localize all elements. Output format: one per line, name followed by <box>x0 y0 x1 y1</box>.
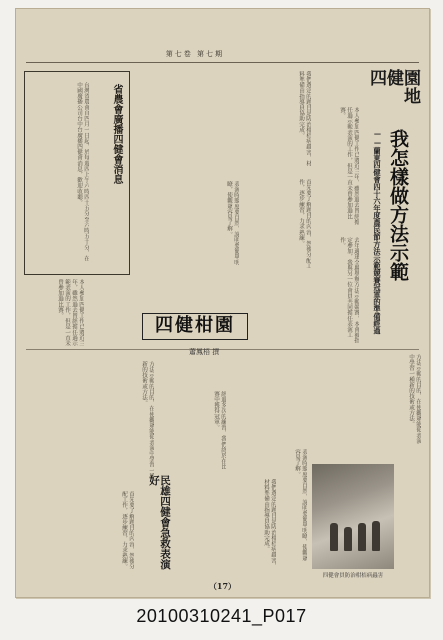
page-number: （17） <box>208 581 237 591</box>
magazine-page <box>15 8 430 598</box>
broadcast-notice-box <box>24 71 130 275</box>
left-text-d: 首先要了解題目的內容，然後分配工作，逐步練習，力求熟練。 <box>121 491 134 570</box>
lower-title: 民雄四健會急救表演好 <box>147 475 171 570</box>
right-text-lower: 表演時態度要自然，說明要簡單明瞭，使觀眾容易了解。 <box>294 449 307 561</box>
issue-header: 第七卷 第七期 <box>165 50 224 58</box>
main-title: 我怎樣做方法示範 <box>387 129 409 281</box>
orchard-photo <box>312 464 394 569</box>
left-text-a: 本人參加四健工作已將近三年，雖然過去曾經擔任過示範表演的工作，但是一直未曾參加過比賽。 <box>57 279 84 347</box>
feature-title: 四健柑園 <box>142 313 248 340</box>
header-rule <box>26 62 419 63</box>
body-text-6: 表演時態度要自然，說明要簡單明瞭，使觀眾容易了解。 <box>226 181 239 265</box>
body-text-7: 經過多次的練習，我們終於在比賽中獲得冠軍。 <box>213 391 226 470</box>
body-text-4: 我們選定的題目是防治柑桔病蟲害，材料準備由指導員協助完成。 <box>298 71 311 167</box>
corner-title: 四健園地 <box>370 69 421 107</box>
archive-id: 20100310241_P017 <box>136 606 307 626</box>
left-text-b: 方法示範的目的，在使觀眾能從表演中學習一種新的技術或方法。 <box>141 361 154 479</box>
body-text-3: 方法示範的目的，在使觀眾能從表演中學習一種新的技術或方法。 <box>408 354 421 444</box>
broadcast-notice-body: 台灣省農會自四月一日起，於每週四上午六時四十五分至六時五十分，在中國廣播公司台中台廣播四健會消息，歡迎收聽。 <box>76 82 89 262</box>
feature-byline: 蕭鳳梧 撰 <box>189 348 220 356</box>
broadcast-notice-title: 省農會廣播四健會消息 <box>111 84 122 184</box>
photo-caption: 四健會員防治柑桔病蟲害 <box>322 573 384 579</box>
body-text-2: 去年適逢全縣舉辦方法示範競賽，本會被指定參加，我與另一位會員共同擔任表演工作。 <box>339 237 359 344</box>
body-text-1: 本人參加四健工作已將近三年，雖然過去曾經擔任過示範表演的工作，但是一直未曾參加過比賽。 <box>339 107 359 225</box>
left-text-c: 我們選定的題目是防治柑桔病蟲害，材料準備由指導員協助完成。 <box>263 479 276 569</box>
subtitle: ——蘭東四健會四十六年度農民節方法示範競賽冠軍的準備經過 <box>373 129 382 335</box>
body-text-5: 首先要了解題目的內容，然後分配工作，逐步練習，力求熟練。 <box>298 179 311 269</box>
